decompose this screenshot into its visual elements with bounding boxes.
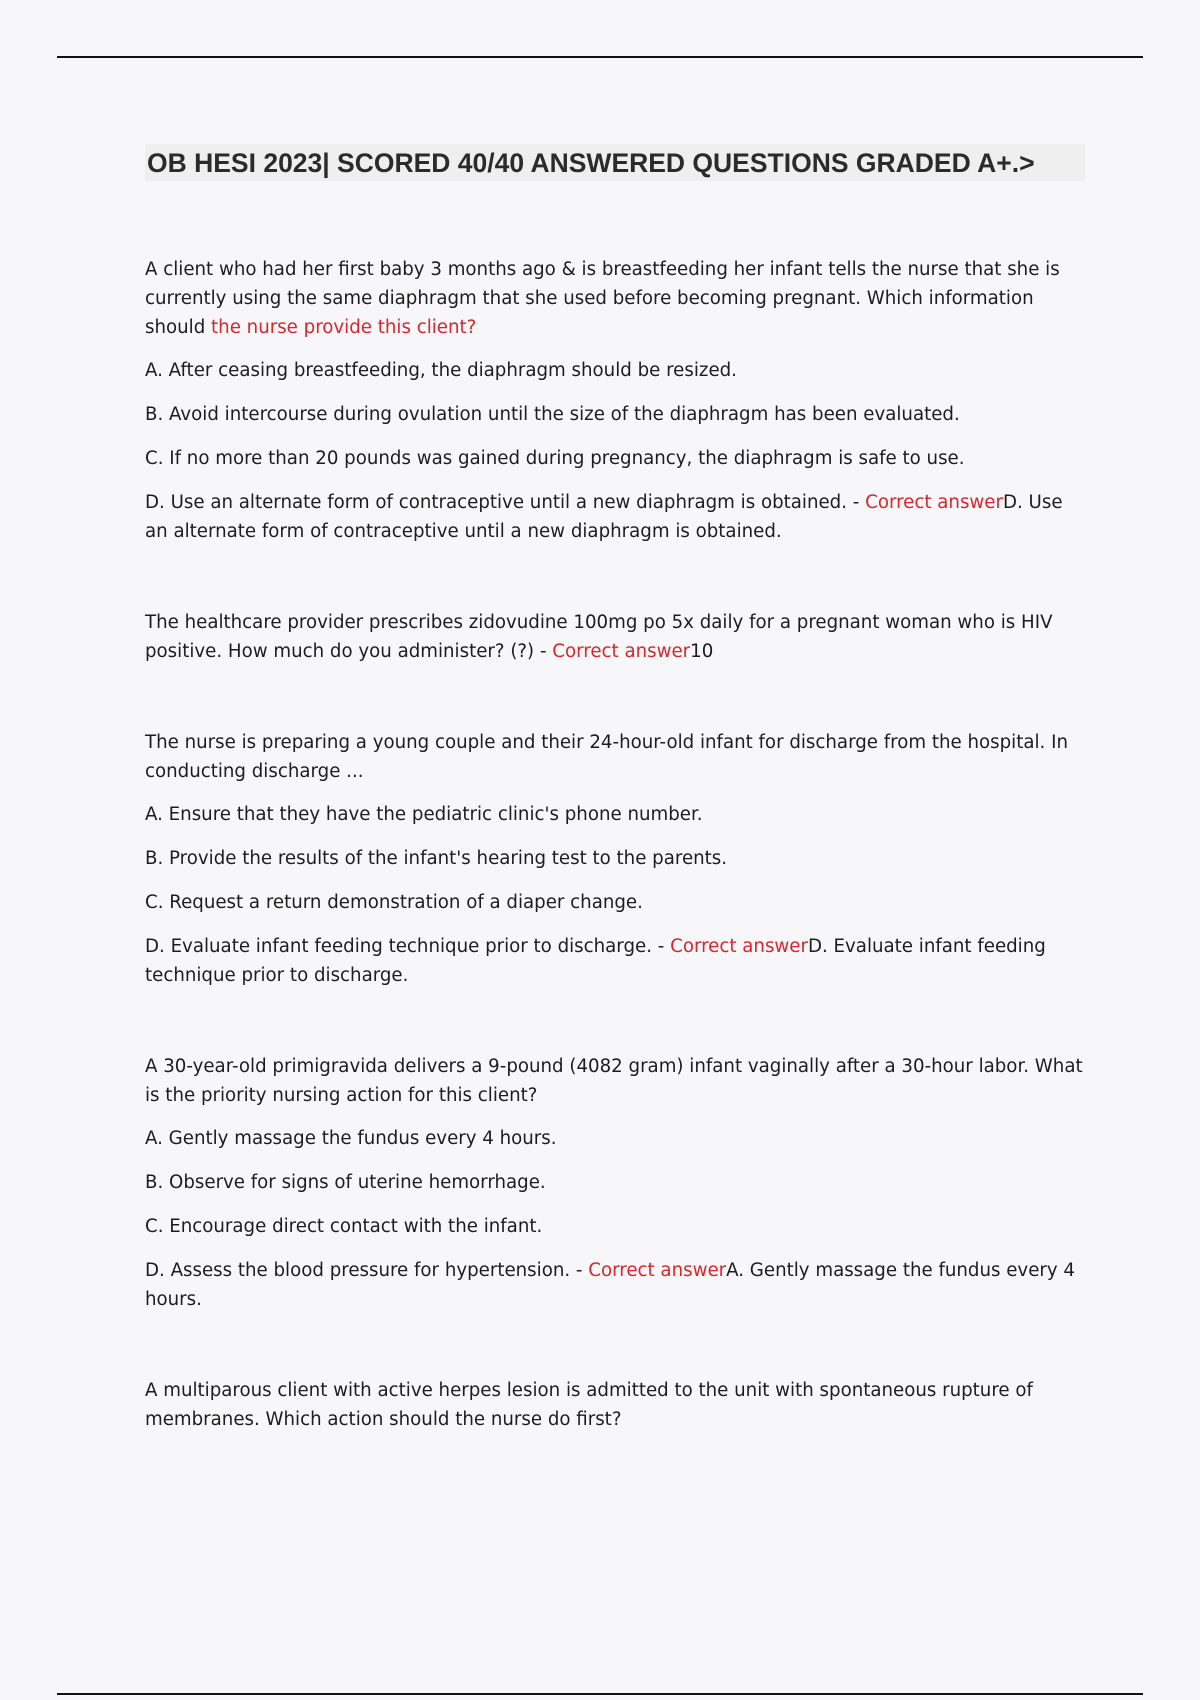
question-block-2: [145, 608, 1085, 666]
question-block-5: [145, 1376, 1085, 1434]
correct-answer-label: Correct answer: [670, 936, 808, 957]
option-d-with-answer: D. Assess the blood pressure for hypertension. - Correct answerA. Gently massage the fundus every 4 hours.: [145, 1260, 1075, 1310]
page-title: OB HESI 2023| SCORED 40/40 ANSWERED QUESTIONS GRADED A+.>: [145, 144, 1085, 181]
correct-answer-text: D. Evaluate infant feeding technique prior to discharge.: [145, 936, 1046, 986]
option-c: C. Encourage direct contact with the infant.: [145, 1216, 543, 1237]
option-a: A. After ceasing breastfeeding, the diaphragm should be resized.: [145, 360, 737, 381]
correct-answer-text: D. Use an alternate form of contraceptive until a new diaphragm is obtained.: [145, 492, 1063, 542]
option-d-with-answer: D. Use an alternate form of contraceptive until a new diaphragm is obtained. - Correct answerD. Use an alternate form of contraceptive until a new diaphragm is obtained.: [145, 492, 1063, 542]
question-block-3: [145, 728, 1085, 990]
question-stem-with-answer: The healthcare provider prescribes zidovudine 100mg po 5x daily for a pregnant woman who is HIV positive. How much do you administer? (?) - Correct answer10: [145, 612, 1053, 662]
option-d-with-answer: D. Evaluate infant feeding technique prior to discharge. - Correct answerD. Evaluate infant feeding technique prior to discharge.: [145, 936, 1046, 986]
question-stem: The nurse is preparing a young couple and their 24-hour-old infant for discharge from the hospital. In conducting discharge ...: [145, 732, 1068, 782]
option-b: B. Provide the results of the infant's hearing test to the parents.: [145, 848, 728, 869]
question-stem: A 30-year-old primigravida delivers a 9-pound (4082 gram) infant vaginally after a 30-hour labor. What is the priority nursing action for this client?: [145, 1056, 1083, 1106]
option-b: B. Observe for signs of uterine hemorrhage.: [145, 1172, 546, 1193]
bottom-rule: [57, 1693, 1143, 1695]
question-stem: A client who had her first baby 3 months ago & is breastfeeding her infant tells the nurse that she is currently using the same diaphragm that she used before becoming pregnant. Which information should the nurse provide this client?: [145, 259, 1060, 338]
correct-answer-text: A. Gently massage the fundus every 4 hours.: [145, 1260, 1075, 1310]
correct-answer-label: Correct answer: [588, 1260, 727, 1281]
option-b: B. Avoid intercourse during ovulation until the size of the diaphragm has been evaluated.: [145, 404, 960, 425]
option-a: A. Ensure that they have the pediatric clinic's phone number.: [145, 804, 703, 825]
question-block-1: [145, 255, 1085, 546]
correct-answer-text: 10: [690, 641, 714, 662]
question-block-4: [145, 1052, 1085, 1314]
question-stem-highlight: the nurse provide this client?: [211, 317, 477, 338]
document-body: [145, 144, 1085, 1496]
option-a: A. Gently massage the fundus every 4 hours.: [145, 1128, 557, 1149]
question-stem: A multiparous client with active herpes lesion is admitted to the unit with spontaneous rupture of membranes. Which action should the nurse do first?: [145, 1380, 1033, 1430]
option-c: C. Request a return demonstration of a diaper change.: [145, 892, 643, 913]
correct-answer-label: Correct answer: [552, 641, 691, 662]
option-c: C. If no more than 20 pounds was gained during pregnancy, the diaphragm is safe to use.: [145, 448, 965, 469]
correct-answer-label: Correct answer: [865, 492, 1003, 513]
top-rule: [57, 56, 1143, 58]
